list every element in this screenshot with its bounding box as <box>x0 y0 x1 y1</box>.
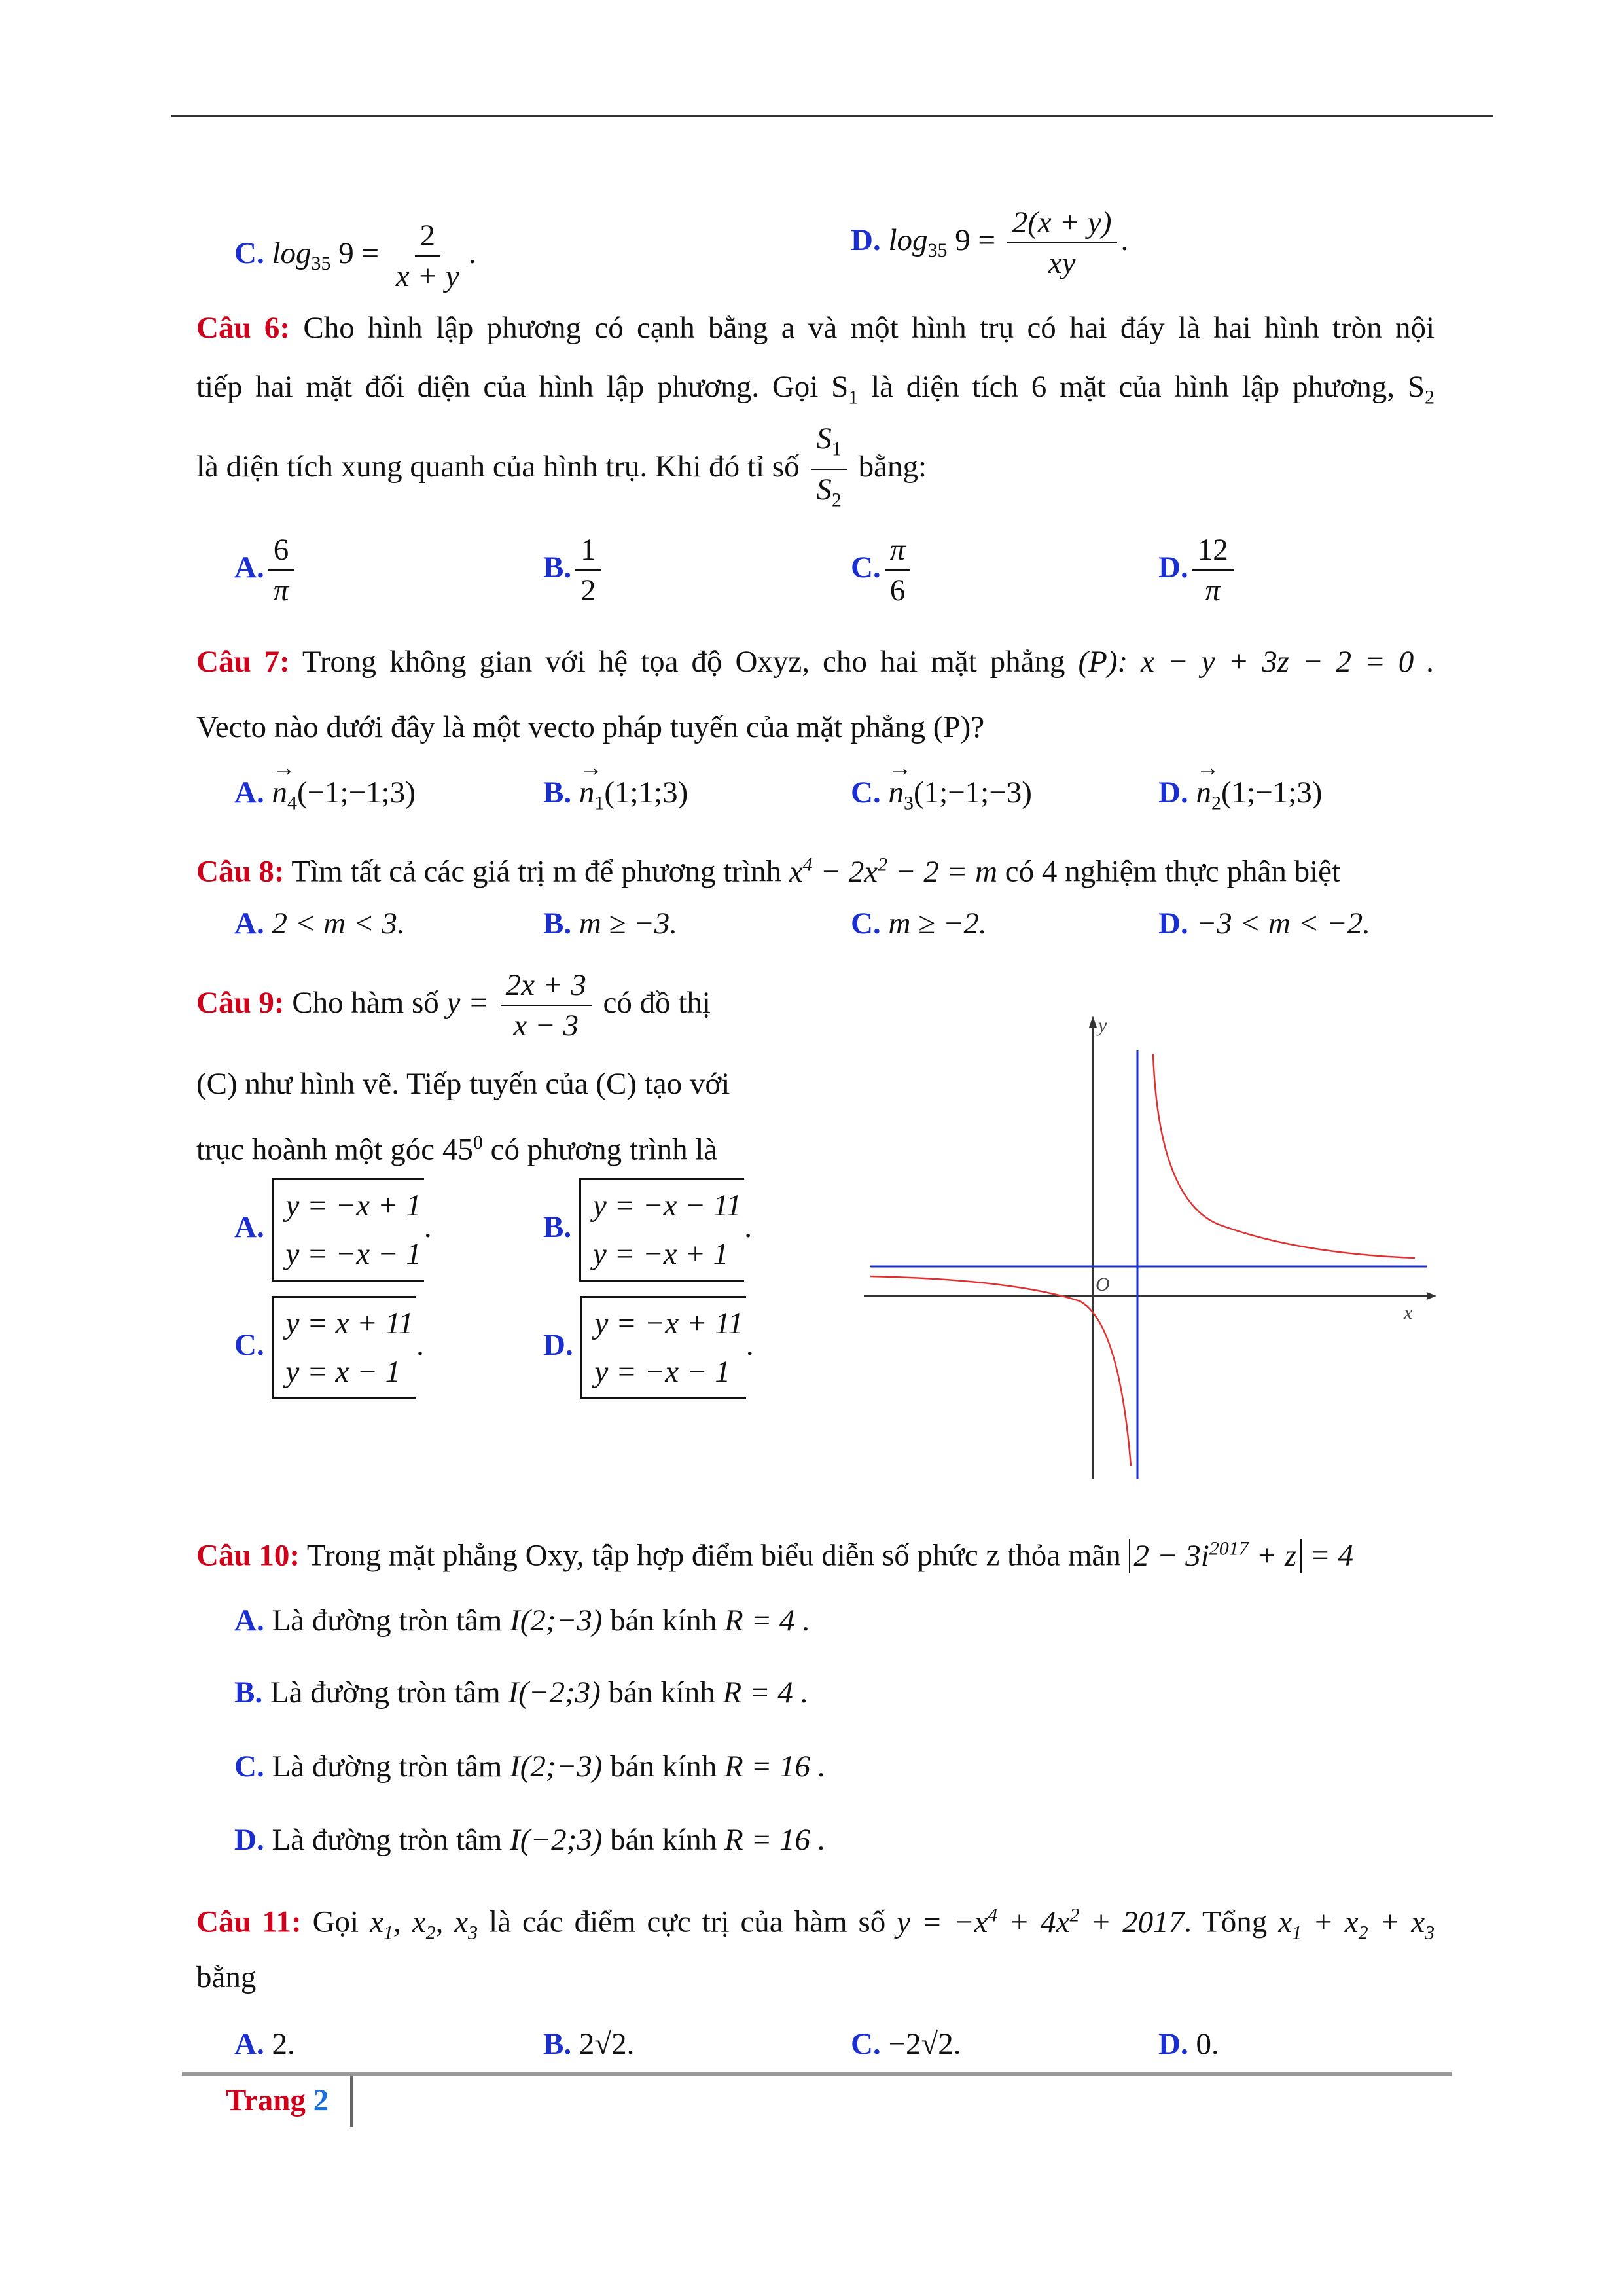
x-axis-label: x <box>1404 1302 1413 1323</box>
footer-page: Trang 2 <box>226 2083 329 2117</box>
q9-option-b: B. y = −x − 11 y = −x + 1. <box>543 1178 752 1282</box>
q9-fraction: $\frac{2x + 3}{x - 3}$ <box>501 965 592 1045</box>
q9-option-d: D. y = −x + 11 y = −x − 1. <box>543 1296 754 1399</box>
q7-option-d: D. → $n_2(1;-1;3)$ <box>1158 772 1322 823</box>
q7-option-c: C. → $n_3(1;-1;-3)$ <box>851 772 1032 823</box>
q6-line1: Câu 6: Cho hình lập phương có cạnh bằng a và một hình trụ có hai đáy là hai hình tròn nội <box>196 311 1435 345</box>
footer-rule <box>182 2072 1452 2076</box>
q5-option-c: C. $\log_{35} 9$ = $\frac{2}{x + y}$ . <box>234 216 476 296</box>
q6-label: Câu 6: <box>196 311 291 345</box>
q11-line2: bằng <box>196 1960 257 1994</box>
q8-option-b: B. m ≥ −3. <box>543 906 678 941</box>
q9-line2: (C) như hình vẽ. Tiếp tuyến của (C) tạo với <box>196 1067 730 1101</box>
q6-option-a: A. $\frac{6}{\pi}$ <box>234 530 298 610</box>
q10-option-a: A. Là đường tròn tâm I(2;−3) bán kính R = 4 . <box>234 1604 810 1638</box>
q6-ratio-fraction: $\frac{S_1}{S_2}$ <box>811 419 847 520</box>
q11-option-d: D. 0. <box>1158 2027 1219 2061</box>
footer-divider <box>350 2076 353 2127</box>
q5-option-d: D. $\log_{35} 9$ = $\frac{2(x + y)}{xy}$ . <box>851 203 1128 283</box>
header-rule <box>171 115 1493 117</box>
q10-option-d: D. Là đường tròn tâm I(−2;3) bán kính R = 16 . <box>234 1823 826 1857</box>
q7-label: Câu 7: <box>196 645 290 679</box>
y-axis-label: y <box>1098 1014 1107 1036</box>
q9-hyperbola-graph <box>851 1008 1440 1486</box>
q9-line1: Câu 9: Cho hàm số y = $\frac{2x + 3}{x - 3}$ có đồ thị <box>196 965 711 1045</box>
q11-line1: Câu 11: Gọi $x_1$, $x_2$, $x_3$ là các điểm cực trị của hàm số $y = -x^4 + 4x^2 + 2017$. Tổng $x_1 + x_2 + x_3$ <box>196 1904 1435 1944</box>
q7-line1: Câu 7: Trong không gian với hệ tọa độ Oxyz, cho hai mặt phẳng (P): x − y + 3z − 2 = 0 . <box>196 645 1435 679</box>
right-branch <box>1153 1054 1415 1258</box>
q9-option-c: C. y = x + 11 y = x − 1. <box>234 1296 424 1399</box>
q9-label: Câu 9: <box>196 985 285 1020</box>
q6-option-b: B. $\frac{1}{2}$ <box>543 530 605 610</box>
q7-option-b: B. → $n_1(1;1;3)$ <box>543 772 688 823</box>
y-axis-arrow <box>1089 1016 1097 1028</box>
q6-line3: là diện tích xung quanh của hình trụ. Khi đó tỉ số $\frac{S_1}{S_2}$ bằng: <box>196 419 927 520</box>
q8-option-d: D. −3 < m < −2. <box>1158 906 1371 941</box>
q9-option-a: A. y = −x + 1 y = −x − 1. <box>234 1178 432 1282</box>
q8-line1: Câu 8: Tìm tất cả các giá trị m để phương trình $x^4 - 2x^2 - 2 = m$ có 4 nghiệm thực phân biệt <box>196 853 1341 889</box>
origin-label: O <box>1096 1274 1110 1295</box>
q11-option-b: B. 2√2. <box>543 2027 635 2061</box>
q7-option-a: A. → $n_4(-1;-1;3)$ <box>234 772 416 823</box>
q11-label: Câu 11: <box>196 1905 302 1939</box>
q6-line2: tiếp hai mặt đối diện của hình lập phương. Gọi $S_1$ là diện tích 6 mặt của hình lập phương, $S_2$ <box>196 370 1435 408</box>
q8-label: Câu 8: <box>196 854 285 889</box>
q9-line3: trục hoành một góc $45^0$ có phương trình là <box>196 1132 718 1167</box>
q8-option-a: A. 2 < m < 3. <box>234 906 405 941</box>
q8-option-c: C. m ≥ −2. <box>851 906 987 941</box>
q10-option-c: C. Là đường tròn tâm I(2;−3) bán kính R = 16 . <box>234 1749 826 1784</box>
q10-line1: Câu 10: Trong mặt phẳng Oxy, tập hợp điểm biểu diễn số phức z thỏa mãn $2 - 3i^{2017} + z = 4$ <box>196 1537 1354 1573</box>
q10-option-b: B. Là đường tròn tâm I(−2;3) bán kính R = 4 . <box>234 1676 809 1710</box>
q6-option-d: D. $\frac{12}{\pi}$ <box>1158 530 1238 610</box>
q7-line2: Vecto nào dưới đây là một vecto pháp tuyến của mặt phẳng (P)? <box>196 710 985 744</box>
x-axis-arrow <box>1427 1292 1436 1300</box>
q11-option-c: C. −2√2. <box>851 2027 961 2061</box>
q11-option-a: A. 2. <box>234 2027 295 2061</box>
q10-label: Câu 10: <box>196 1538 300 1573</box>
q5-c-fraction: $\frac{2}{x + y}$ <box>391 216 465 296</box>
q6-option-c: C. $\frac{\pi}{6}$ <box>851 530 914 610</box>
q5-d-fraction: $\frac{2(x + y)}{xy}$ <box>1007 203 1117 283</box>
left-branch <box>870 1276 1131 1466</box>
